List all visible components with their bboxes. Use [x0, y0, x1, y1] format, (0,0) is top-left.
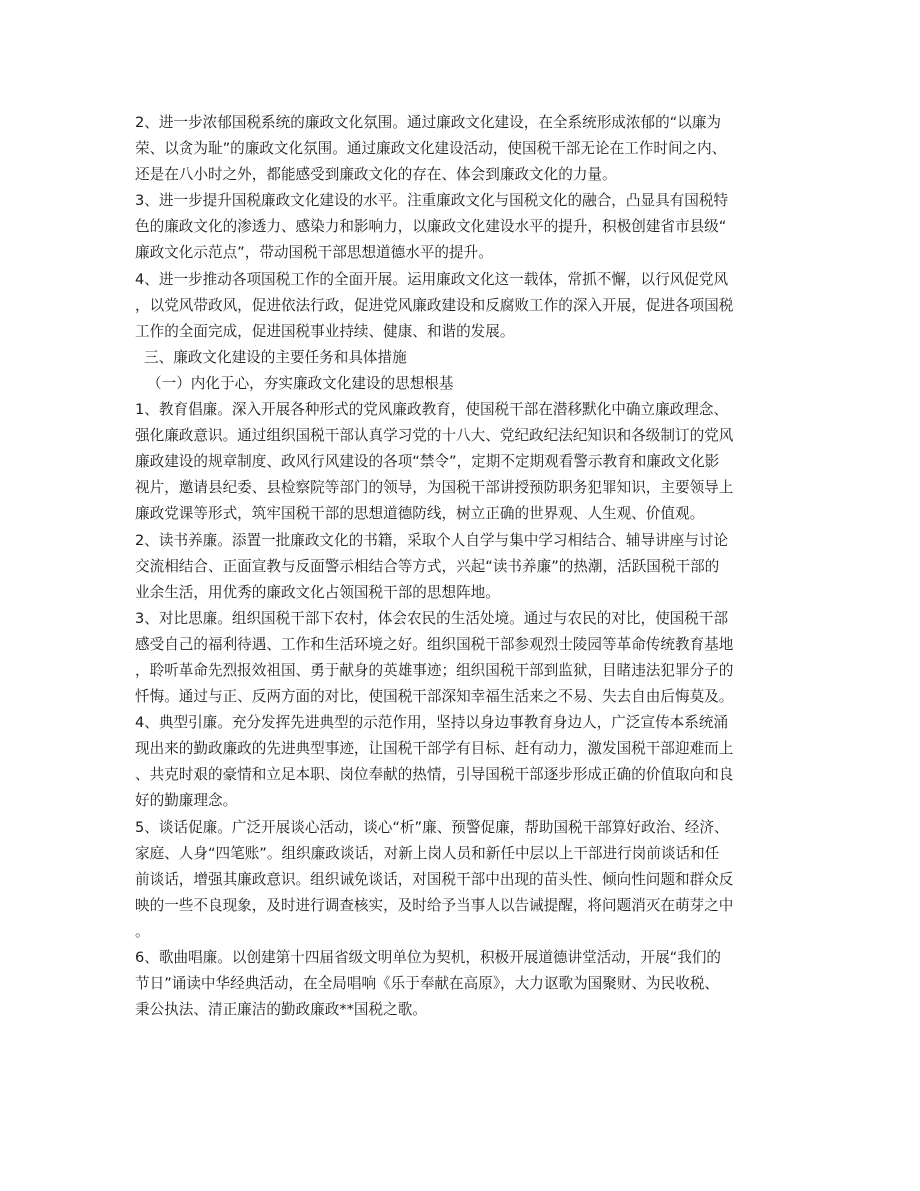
- paragraph-line: 1、教育倡廉。深入开展各种形式的党风廉政教育，使国税干部在潜移默化中确立廉政理念、: [135, 401, 729, 419]
- paragraph-line: 还是在八小时之外，都能感受到廉政文化的存在、体会到廉政文化的力量。: [135, 166, 617, 184]
- paragraph-line: 4、典型引廉。充分发挥先进典型的示范作用，坚持以身边事教育身边人，广泛宣传本系统涌: [135, 714, 729, 732]
- paragraph-line: 感受自己的福利待遇、工作和生活环境之好。组织国税干部参观烈士陵园等革命传统教育基地: [135, 635, 734, 653]
- paragraph-line: 色的廉政文化的渗透力、感染力和影响力，以廉政文化建设水平的提升，积极创建省市县级“: [135, 218, 727, 236]
- paragraph-line: 。: [135, 922, 150, 940]
- paragraph-line: 强化廉政意识。通过组织国税干部认真学习党的十八大、党纪政纪法纪知识和各级制订的党风: [135, 427, 734, 445]
- paragraph-line: 廉政文化示范点”，带动国税干部思想道德水平的提升。: [135, 244, 493, 262]
- paragraph-line: 业余生活，用优秀的廉政文化占领国税干部的思想阵地。: [135, 583, 500, 601]
- paragraph-line: 5、谈话促廉。广泛开展谈心活动，谈心“析”廉、预警促廉，帮助国税干部算好政治、经济、: [135, 818, 729, 836]
- paragraph-line: 廉政党课等形式，筑牢国税干部的思想道德防线，树立正确的世界观、人生观、价值观。: [135, 505, 705, 523]
- paragraph-line: 工作的全面完成，促进国税事业持续、健康、和谐的发展。: [135, 322, 515, 340]
- paragraph-line: 交流相结合、正面宣教与反面警示相结合等方式，兴起“读书养廉”的热潮，活跃国税干部的: [135, 557, 720, 575]
- paragraph-line: 3、对比思廉。组织国税干部下农村，体会农民的生活处境。通过与农民的对比，使国税干部: [135, 609, 729, 627]
- paragraph-line: 秉公执法、清正廉洁的勤政廉政**国税之歌。: [135, 1001, 427, 1019]
- document-body: [135, 110, 785, 1023]
- paragraph-line: 2、读书养廉。添置一批廉政文化的书籍，采取个人自学与集中学习相结合、辅导讲座与讨论: [135, 531, 729, 549]
- paragraph-line: 、共克时艰的豪情和立足本职、岗位奉献的热情，引导国税干部逐步形成正确的价值取向和良: [135, 766, 734, 784]
- paragraph-line: 视片，邀请县纪委、县检察院等部门的领导，为国税干部讲授预防职务犯罪知识，主要领导上: [135, 479, 734, 497]
- section-heading: 三、廉政文化建设的主要任务和具体措施: [144, 348, 407, 366]
- paragraph-line: 前谈话，增强其廉政意识。组织诫免谈话，对国税干部中出现的苗头性、倾向性问题和群众反: [135, 870, 734, 888]
- paragraph-line: 现出来的勤政廉政的先进典型事迹，让国税干部学有目标、赶有动力，激发国税干部迎难而上: [135, 740, 734, 758]
- paragraph-line: 忏悔。通过与正、反两方面的对比，使国税干部深知幸福生活来之不易、失去自由后悔莫及。: [135, 688, 734, 706]
- paragraph-line: ，以党风带政风，促进依法行政，促进党风廉政建设和反腐败工作的深入开展，促进各项国税: [135, 296, 734, 314]
- paragraph-line: 节日”诵读中华经典活动，在全局唱响《乐于奉献在高原》，大力讴歌为国聚财、为民收税、: [135, 975, 720, 993]
- paragraph-line: 6、歌曲唱廉。以创建第十四届省级文明单位为契机，积极开展道德讲堂活动，开展“我们的: [135, 949, 722, 966]
- paragraph-line: 映的一些不良现象，及时进行调查核实，及时给予当事人以告诫提醒，将问题消灭在萌芽之中: [135, 896, 734, 914]
- paragraph-line: 4、进一步推动各项国税工作的全面开展。运用廉政文化这一载体，常抓不懈，以行风促党风: [135, 270, 729, 288]
- paragraph-line: 荣、以贪为耻”的廉政文化氛围。通过廉政文化建设活动，使国税干部无论在工作时间之内、: [135, 140, 727, 158]
- subsection-heading: （一）内化于心，夯实廉政文化建设的思想根基: [147, 374, 454, 392]
- paragraph-line: 廉政建设的规章制度、政风行风建设的各项“禁令”，定期不定期观看警示教育和廉政文化影: [135, 453, 720, 471]
- paragraph-line: 家庭、人身“四笔账”。组织廉政谈话，对新上岗人员和新任中层以上干部进行岗前谈话和任: [135, 844, 720, 862]
- paragraph-line: ，聆听革命先烈报效祖国、勇于献身的英雄事迹；组织国税干部到监狱，目睹违法犯罪分子的: [135, 661, 734, 679]
- paragraph-line: 好的勤廉理念。: [135, 792, 238, 810]
- paragraph-line: 3、进一步提升国税廉政文化建设的水平。注重廉政文化与国税文化的融合，凸显具有国税特: [135, 192, 729, 210]
- paragraph-line: 2、进一步浓郁国税系统的廉政文化氛围。通过廉政文化建设，在全系统形成浓郁的“以廉为: [135, 114, 722, 131]
